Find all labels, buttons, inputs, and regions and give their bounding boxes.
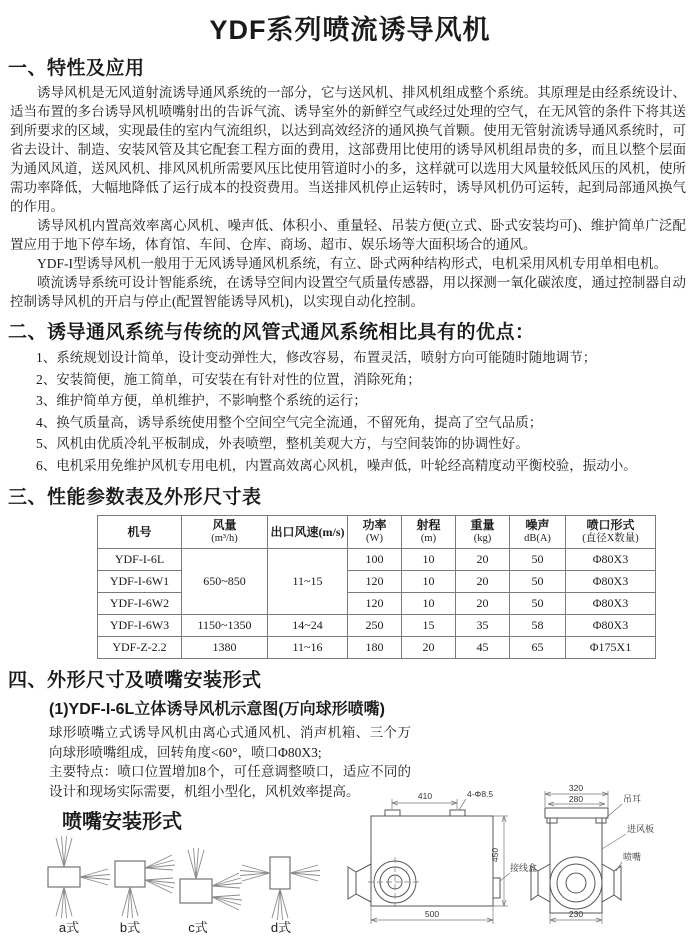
nozzle-forms-heading: 喷嘴安装形式 xyxy=(62,811,182,833)
list-item: 1、系统规划设计简单，设计变动弹性大，修改容易，布置灵活，喷射方向可能随时随地调节； xyxy=(36,350,597,365)
list-item: 5、风机由优质冷轧平板制成，外表喷塑，整机美观大方，与空间装饰的协调性好。 xyxy=(36,436,529,451)
nozzle-form-label: b式 xyxy=(119,920,141,935)
nozzle-form-label: c式 xyxy=(188,920,208,935)
col-header-noise: 噪声 dB(A) xyxy=(510,516,566,549)
nozzle-diagram-c-icon xyxy=(180,848,242,935)
nozzle-diagram-b-icon xyxy=(115,855,175,935)
paragraph: 诱导风机内置高效率离心风机、噪声低、体积小、重量轻、吊装方便(立式、卧式安装均可)、维护简单广泛配置应用于地下停车场，体育馆、车间、仓库、商场、超市、娱乐场等大面积场合的通风。 xyxy=(10,218,686,252)
col-header-power: 功率 (W) xyxy=(348,516,402,549)
paragraph: 主要特点：喷口位置增加8个，可任意调整喷口，适应不同的设计和现场实际需要，机组小型化，风机效率提高。 xyxy=(49,764,411,799)
dim-500: 500 xyxy=(424,909,440,919)
nozzle-diagram-d-icon xyxy=(240,857,320,935)
table-row: YDF-I-6L 650~850 11~15 100 10 20 50 Φ80X3 xyxy=(98,549,656,571)
section4-heading: 四、外形尺寸及喷嘴安装形式 xyxy=(8,670,262,691)
holes-callout: 4-Φ8.5 xyxy=(467,789,494,799)
list-item: 6、电机采用免维护风机专用电机，内置高效离心风机，噪声低，叶轮经高精度动平衡校验，振动小。 xyxy=(36,457,637,473)
nozzle-diagram-a-icon xyxy=(48,836,110,935)
performance-table xyxy=(97,515,656,659)
col-header-weight: 重量 (kg) xyxy=(456,516,510,549)
table-row: YDF-I-6W2 120 10 20 50 Φ80X3 xyxy=(98,593,656,615)
col-header-model: 机号 xyxy=(98,516,182,549)
paragraph: YDF-I型诱导风机一般用于无风诱导通风机系统，有立、卧式两种结构形式，电机采用风机专用单相电机。 xyxy=(37,256,667,271)
dim-320: 320 xyxy=(568,783,584,793)
junction-box-label: 接线盒 xyxy=(510,863,538,873)
nozzle-form-label: a式 xyxy=(58,920,80,935)
table-row: YDF-I-6W3 1150~1350 14~24 250 15 35 58 Φ80X3 xyxy=(98,615,656,637)
dim-280: 280 xyxy=(568,794,584,804)
list-item: 4、换气质量高，诱导系统使用整个空间空气完全流通，不留死角，提高了空气品质； xyxy=(36,414,543,430)
nozzle-label: 喷嘴 xyxy=(623,852,642,862)
fan-front-view xyxy=(348,789,537,924)
advantages-list xyxy=(36,347,686,476)
nozzle-installation-diagrams xyxy=(8,829,348,941)
col-header-nozzle-type: 喷口形式 (直径X数量) xyxy=(566,516,656,549)
paragraph: 喷流诱导系统可设计智能系统，在诱导空间内设置空气质量传感器，用以探测一氧化碳浓度，通过控制器自动控制诱导风机的开启与停止(配置智能诱导风机)，以实现自动化控制。 xyxy=(10,275,686,309)
table-row: YDF-Z-2.2 1380 11~16 180 20 45 65 Φ175X1 xyxy=(98,637,656,659)
section2-heading: 二、诱导通风系统与传统的风管式通风系统相比具有的优点： xyxy=(8,322,535,343)
list-item: 3、维护简单方便，单机维护，不影响整个系统的运行； xyxy=(36,393,367,408)
nozzle-form-label: d式 xyxy=(270,920,292,935)
dim-450: 450 xyxy=(490,847,500,863)
section4-bottom-area xyxy=(0,721,700,941)
fan-dimension-drawing xyxy=(340,721,700,938)
page-title: YDF系列喷流诱导风机 xyxy=(209,15,491,45)
fan-side-view xyxy=(531,783,654,924)
list-item: 2、安装简便，施工简单，可安装在有针对性的位置，消除死角； xyxy=(36,371,421,387)
section1-body xyxy=(10,83,686,311)
col-header-outlet-speed: 出口风速(m/s) xyxy=(268,516,348,549)
document-page xyxy=(0,8,700,935)
section3-heading: 三、性能参数表及外形尺寸表 xyxy=(8,487,262,508)
col-header-range: 射程 (m) xyxy=(402,516,456,549)
table-row: YDF-I-6W1 120 10 20 50 Φ80X3 xyxy=(98,571,656,593)
section1-heading: 一、特性及应用 xyxy=(8,58,145,79)
dim-410: 410 xyxy=(417,791,433,801)
inlet-plate-label: 进风板 xyxy=(627,824,655,834)
dim-230: 230 xyxy=(568,909,584,919)
paragraph: 诱导风机是无风道射流诱导通风系统的一部分，它与送风机、排风机组成整个系统。其原理是由经系统设计、适当布置的多台诱导风机喷嘴射出的告诉气流、诱导室外的新鲜空气或经过处理的空气，在无风管的条件下将其送到所要求的区域，实现最佳的室内气流组织，以达到高效经济的通风换气首颗。使用无管射流诱导通风系统时，可省去设计、制造、安装风管及其它配套工程方面的费用，这部费用比使用的诱导风机组昂贵的多，而且以整个层面为通风风道，送风风机、排风风机所需要风压比使用管道时小的多，这样就可以选用大风量较低风压的风机，使所需功率降低，大幅地降低了运行成本的投资费用。当送排风机停止运转时，诱导风机仍可运转，起到局部通风换气的作用。 xyxy=(10,85,686,214)
table-header-row xyxy=(98,516,656,549)
lifting-lug-label: 吊耳 xyxy=(623,794,642,804)
section4-subheading: (1)YDF-I-6L立体诱导风机示意图(万向球形喷嘴) xyxy=(49,701,385,718)
col-header-flow: 风量 (m³/h) xyxy=(182,516,268,549)
paragraph: 球形喷嘴立式诱导风机由离心式通风机、消声机箱、三个万向球形喷嘴组成，回转角度<60°，喷口Φ80X3; xyxy=(49,725,411,760)
